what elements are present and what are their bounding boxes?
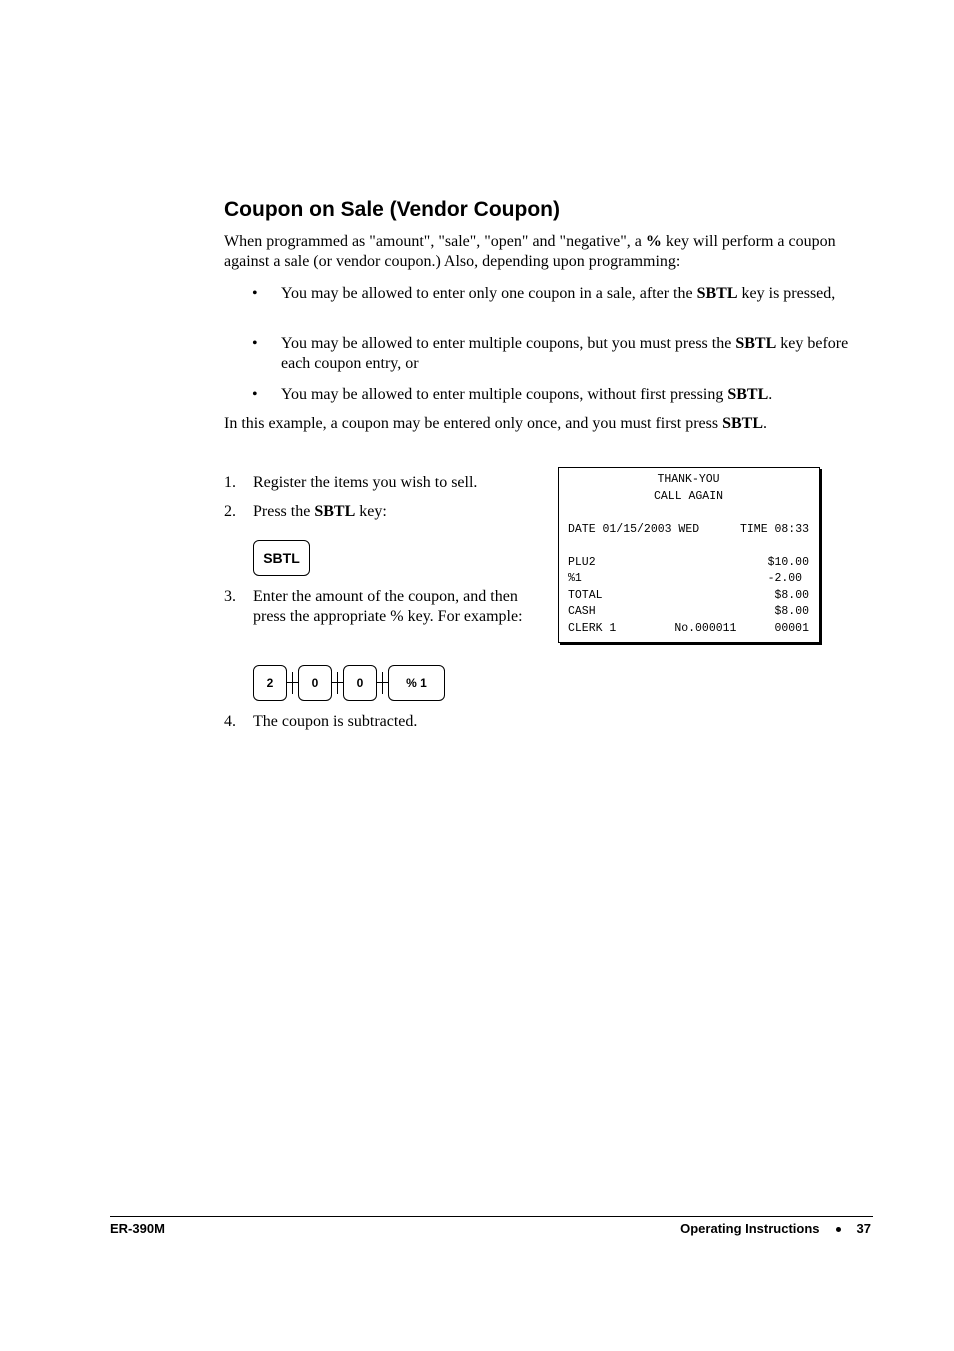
footer-section-title: Operating Instructions [680, 1221, 820, 1236]
footer-divider [110, 1216, 873, 1217]
step-number: 2. [224, 503, 236, 520]
footer-section [680, 1221, 871, 1237]
step-text: Register the items you wish to sell. [253, 474, 478, 491]
sbtl-key-button[interactable]: SBTL [253, 540, 310, 576]
sequence-connector [382, 672, 383, 694]
example-note: In this example, a coupon may be entered only once, and you must first press SBTL. [224, 415, 768, 432]
percent-1-key[interactable]: % 1 [388, 665, 445, 701]
receipt-header: THANK-YOU [657, 473, 720, 486]
key-sequence [253, 665, 448, 701]
percent-key-ref: % [645, 233, 662, 250]
intro-paragraph: When programmed as "amount", "sale", "open" and "negative", a % key will perform a coupon against a sale (or vendor coupon.) Also, depending upon programming: [224, 233, 836, 270]
receipt-line: %1 -2.00 [568, 572, 809, 585]
footer-model: ER-390M [110, 1221, 165, 1236]
digit-0-key[interactable]: 0 [298, 665, 332, 701]
step-text: The coupon is subtracted. [253, 713, 418, 730]
step-number: 1. [224, 474, 236, 491]
receipt-line: TOTAL $8.00 [568, 588, 809, 602]
receipt-date-row: DATE 01/15/2003 WED TIME 08:33 [568, 522, 809, 536]
step-number: 4. [224, 713, 236, 730]
sample-receipt [558, 467, 820, 643]
page-number: 37 [856, 1221, 871, 1236]
bullet-item: You may be allowed to enter multiple coupons, but you must press the SBTL key before each coupon entry, or [281, 335, 849, 372]
step-number: 3. [224, 588, 236, 605]
sequence-connector [337, 672, 338, 694]
step-text: Press the SBTL key: [253, 503, 387, 520]
digit-0-key[interactable]: 0 [343, 665, 377, 701]
page-title: Coupon on Sale (Vendor Coupon) [224, 198, 560, 221]
receipt-clerk-row: CLERK 1 No.000011 00001 [568, 621, 809, 635]
receipt-line: PLU2 $10.00 [568, 555, 809, 569]
bullet-separator-icon [836, 1227, 841, 1232]
digit-2-key[interactable]: 2 [253, 665, 287, 701]
bullet-marker: • [252, 386, 258, 403]
bullet-marker: • [252, 335, 258, 352]
sequence-connector [292, 672, 293, 694]
step-text: Enter the amount of the coupon, and then press the appropriate % key. For example: [253, 588, 523, 625]
bullet-item: You may be allowed to enter multiple coupons, without first pressing SBTL. [281, 386, 773, 403]
bullet-marker: • [252, 285, 258, 302]
bullet-item: You may be allowed to enter only one coupon in a sale, after the SBTL key is pressed, [281, 285, 836, 302]
receipt-header: CALL AGAIN [653, 489, 723, 503]
receipt-line: CASH $8.00 [568, 605, 809, 618]
